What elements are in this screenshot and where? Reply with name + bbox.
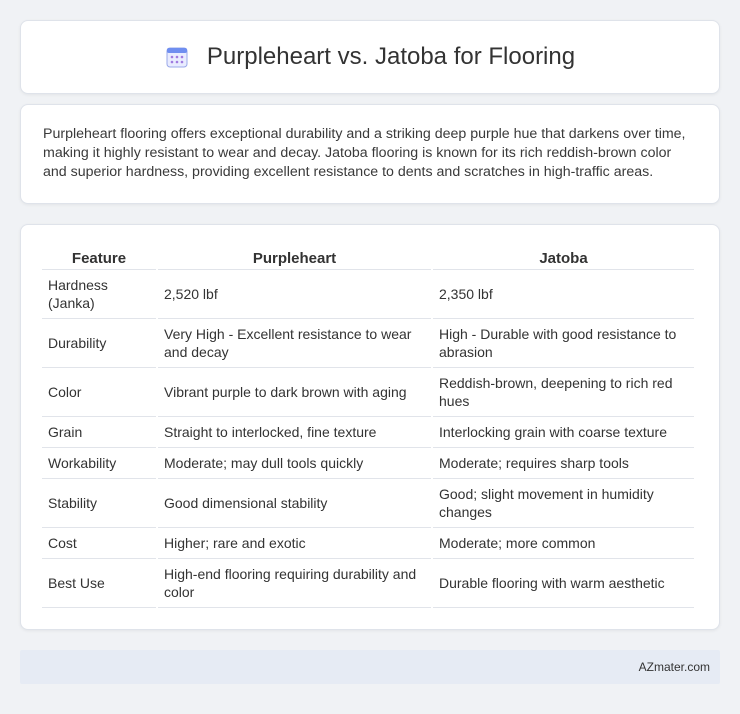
table-row [42, 448, 694, 479]
table-row [42, 417, 694, 448]
table-row [42, 270, 694, 319]
cell-feature: Color [42, 368, 156, 417]
table-row [42, 559, 694, 608]
footer-brand: AZmater.com [638, 660, 710, 674]
calendar-icon [165, 45, 189, 69]
cell-feature: Stability [42, 479, 156, 528]
comparison-card [20, 224, 720, 630]
intro-paragraph: Purpleheart flooring offers exceptional durability and a striking deep purple hue that darkens over time, making it highly resistant to wear and decay. Jatoba flooring is known for its rich reddish-brown color and superior hardness, providing excellent resistance to dents and scratches in high-traffic areas. [43, 126, 686, 180]
table-row [42, 528, 694, 559]
cell-feature: Grain [42, 417, 156, 448]
cell-purpleheart: Higher; rare and exotic [158, 528, 431, 559]
column-header-feature: Feature [42, 245, 156, 270]
cell-jatoba: Reddish-brown, deepening to rich red hues [433, 368, 694, 417]
table-row [42, 479, 694, 528]
cell-jatoba: Moderate; requires sharp tools [433, 448, 694, 479]
cell-jatoba: High - Durable with good resistance to abrasion [433, 319, 694, 368]
cell-jatoba: Moderate; more common [433, 528, 694, 559]
cell-purpleheart: Good dimensional stability [158, 479, 431, 528]
column-header-jatoba: Jatoba [433, 245, 694, 270]
cell-purpleheart: Very High - Excellent resistance to wear and decay [158, 319, 431, 368]
cell-feature: Best Use [42, 559, 156, 608]
cell-feature: Hardness (Janka) [42, 270, 156, 319]
cell-feature: Workability [42, 448, 156, 479]
cell-jatoba: Good; slight movement in humidity changes [433, 479, 694, 528]
cell-purpleheart: Straight to interlocked, fine texture [158, 417, 431, 448]
table-header-row [42, 245, 694, 270]
comparison-table [40, 245, 696, 608]
intro-card [20, 104, 720, 204]
cell-purpleheart: Moderate; may dull tools quickly [158, 448, 431, 479]
page-title: Purpleheart vs. Jatoba for Flooring [206, 43, 576, 70]
table-row [42, 368, 694, 417]
column-header-purpleheart: Purpleheart [158, 245, 431, 270]
title-card [20, 20, 720, 94]
cell-purpleheart: Vibrant purple to dark brown with aging [158, 368, 431, 417]
cell-jatoba: Durable flooring with warm aesthetic [433, 559, 694, 608]
table-row [42, 319, 694, 368]
cell-jatoba: 2,350 lbf [433, 270, 694, 319]
cell-feature: Durability [42, 319, 156, 368]
cell-purpleheart: High-end flooring requiring durability and color [158, 559, 431, 608]
cell-purpleheart: 2,520 lbf [158, 270, 431, 319]
cell-feature: Cost [42, 528, 156, 559]
cell-jatoba: Interlocking grain with coarse texture [433, 417, 694, 448]
footer [20, 650, 720, 684]
